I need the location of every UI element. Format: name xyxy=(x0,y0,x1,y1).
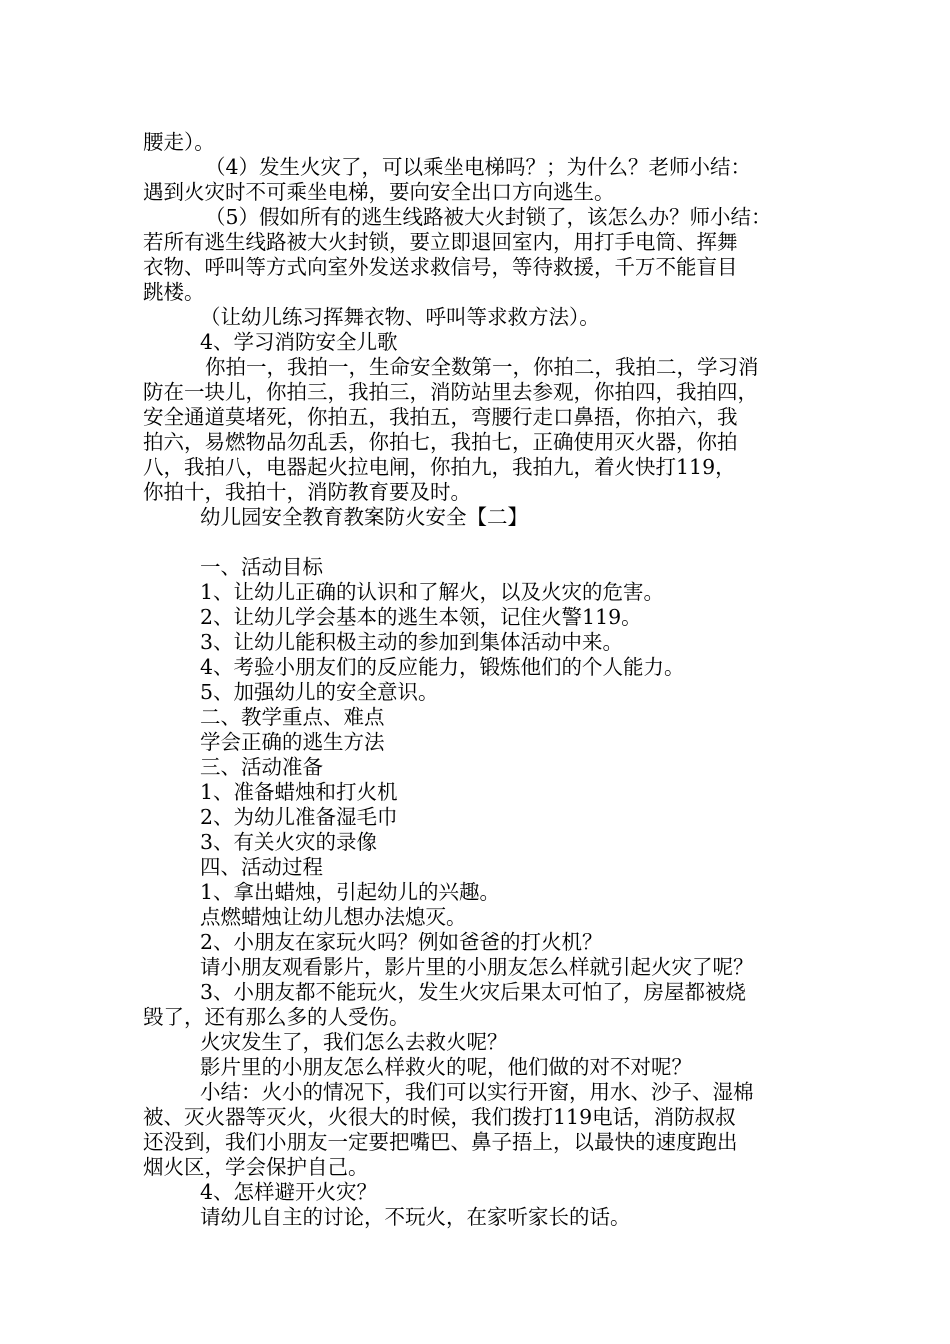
text-line: （5）假如所有的逃生线路被大火封锁了，该怎么办？师小结： xyxy=(205,205,772,229)
text-line: 小结：火小的情况下，我们可以实行开窗，用水、沙子、湿棉 xyxy=(200,1080,754,1104)
text-line: 跳楼。 xyxy=(143,280,205,304)
text-line: 防在一块儿，你拍三，我拍三，消防站里去参观，你拍四，我拍四， xyxy=(143,380,758,404)
heading: 一、活动目标 xyxy=(200,555,323,579)
text-line: 影片里的小朋友怎么样救火的呢，他们做的对不对呢？ xyxy=(200,1055,692,1079)
text-line: 1、准备蜡烛和打火机 xyxy=(200,780,398,804)
text-line: 2、让幼儿学会基本的逃生本领，记住火警119。 xyxy=(200,605,642,629)
text-line: 请幼儿自主的讨论，不玩火，在家听家长的话。 xyxy=(200,1205,631,1229)
text-line: 3、让幼儿能积极主动的参加到集体活动中来。 xyxy=(200,630,624,654)
text-line: 3、有关火灾的录像 xyxy=(200,830,378,854)
section-title: 幼儿园安全教育教案防火安全【二】 xyxy=(200,505,528,529)
text-line: 火灾发生了，我们怎么去救火呢？ xyxy=(200,1030,508,1054)
text-line: 烟火区，学会保护自己。 xyxy=(143,1155,369,1179)
text-line: 被、灭火器等灭火，火很大的时候，我们拨打119电话，消防叔叔 xyxy=(143,1105,736,1129)
text-line: 点燃蜡烛让幼儿想办法熄灭。 xyxy=(200,905,467,929)
heading: 二、教学重点、难点 xyxy=(200,705,385,729)
text-line: 若所有逃生线路被大火封锁，要立即退回室内，用打手电筒、挥舞 xyxy=(143,230,738,254)
text-line: 请小朋友观看影片，影片里的小朋友怎么样就引起火灾了呢？ xyxy=(200,955,754,979)
text-line: 腰走）。 xyxy=(143,130,215,154)
text-line: 2、小朋友在家玩火吗？例如爸爸的打火机？ xyxy=(200,930,603,954)
text-line: （4）发生火灾了，可以乘坐电梯吗？；为什么？老师小结： xyxy=(205,155,752,179)
text-line: 1、让幼儿正确的认识和了解火，以及火灾的危害。 xyxy=(200,580,665,604)
text-line: 4、学习消防安全儿歌 xyxy=(200,330,398,354)
text-line: 你拍十，我拍十，消防教育要及时。 xyxy=(143,480,471,504)
text-line: 安全通道莫堵死，你拍五，我拍五，弯腰行走口鼻捂，你拍六，我 xyxy=(143,405,738,429)
text-line: 5、加强幼儿的安全意识。 xyxy=(200,680,439,704)
text-line: 毁了，还有那么多的人受伤。 xyxy=(143,1005,410,1029)
heading: 四、活动过程 xyxy=(200,855,323,879)
text-line: 衣物、呼叫等方式向室外发送求救信号，等待救援，千万不能盲目 xyxy=(143,255,738,279)
text-line: （让幼儿练习挥舞衣物、呼叫等求救方法）。 xyxy=(200,305,600,329)
text-line: 拍六，易燃物品勿乱丢，你拍七，我拍七，正确使用灭火器，你拍 xyxy=(143,430,738,454)
text-line: 你拍一，我拍一，生命安全数第一，你拍二，我拍二，学习消 xyxy=(205,355,759,379)
text-line: 遇到火灾时不可乘坐电梯，要向安全出口方向逃生。 xyxy=(143,180,615,204)
text-line: 1、拿出蜡烛，引起幼儿的兴趣。 xyxy=(200,880,501,904)
text-line: 八，我拍八，电器起火拉电闸，你拍九，我拍九，着火快打119， xyxy=(143,455,736,479)
text-line: 3、小朋友都不能玩火，发生火灾后果太可怕了，房屋都被烧 xyxy=(200,980,747,1004)
text-line: 还没到，我们小朋友一定要把嘴巴、鼻子捂上，以最快的速度跑出 xyxy=(143,1130,738,1154)
text-line: 2、为幼儿准备湿毛巾 xyxy=(200,805,398,829)
text-line: 学会正确的逃生方法 xyxy=(200,730,385,754)
text-line: 4、考验小朋友们的反应能力，锻炼他们的个人能力。 xyxy=(200,655,685,679)
text-line: 4、怎样避开火灾？ xyxy=(200,1180,378,1204)
heading: 三、活动准备 xyxy=(200,755,323,779)
